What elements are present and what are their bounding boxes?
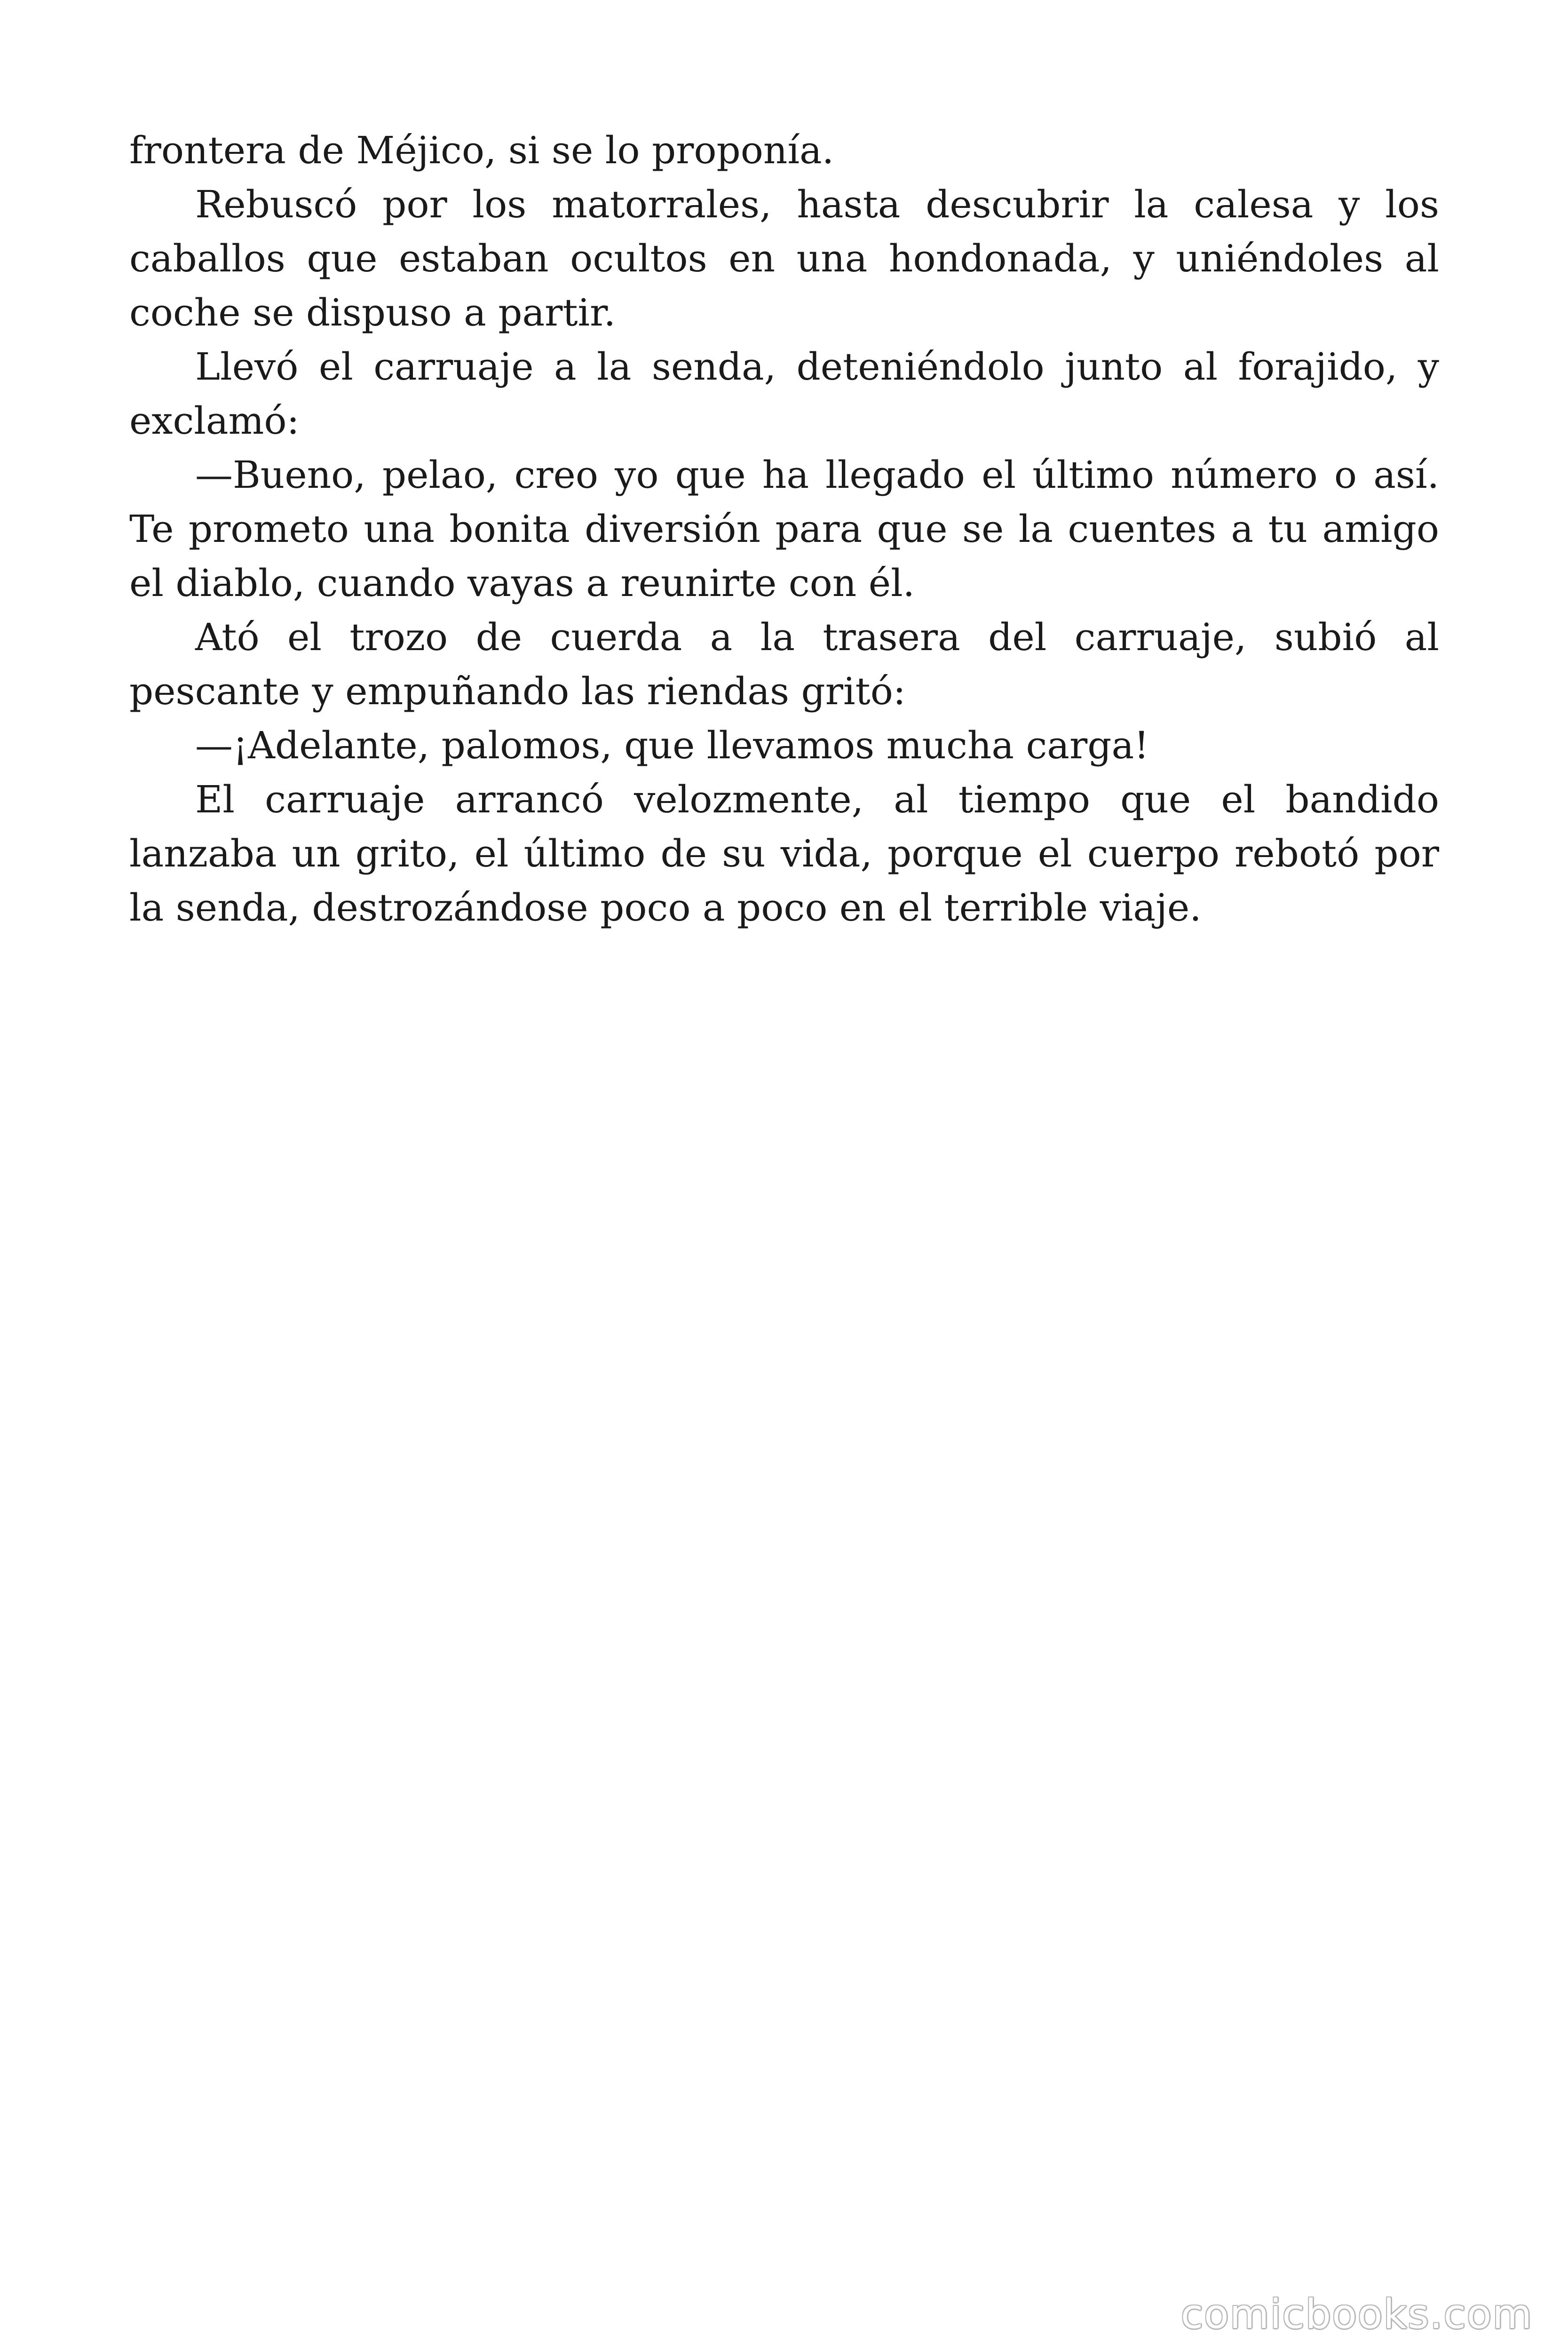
paragraph: Ató el trozo de cuerda a la trasera del carruaje, subió al pescante y empuñando las riendas gritó: (129, 615, 1439, 713)
paragraph: El carruaje arrancó velozmente, al tiempo que el bandido lanzaba un grito, el último de su vida, porque el cuerpo rebotó por la senda, destrozándose poco a poco en el terrible viaje. (129, 778, 1439, 930)
paragraph: Llevó el carruaje a la senda, deteniéndolo junto al forajido, y exclamó: (129, 345, 1439, 443)
body-text (129, 123, 1439, 935)
dialogue-paragraph: —¡Adelante, palomos, que llevamos mucha carga! (195, 723, 1149, 767)
dialogue-paragraph: —Bueno, pelao, creo yo que ha llegado el último número o así. Te prometo una bonita diversión para que se la cuentes a tu amigo el diablo, cuando vayas a reunirte con él. (129, 453, 1439, 605)
paragraph-continuation: frontera de Méjico, si se lo proponía. (129, 128, 834, 172)
watermark: comicbooks.com (1180, 2291, 1533, 2338)
paragraph: Rebuscó por los matorrales, hasta descubrir la calesa y los caballos que estaban ocultos en una hondonada, y uniéndoles al coche se dispuso a partir. (129, 183, 1439, 334)
